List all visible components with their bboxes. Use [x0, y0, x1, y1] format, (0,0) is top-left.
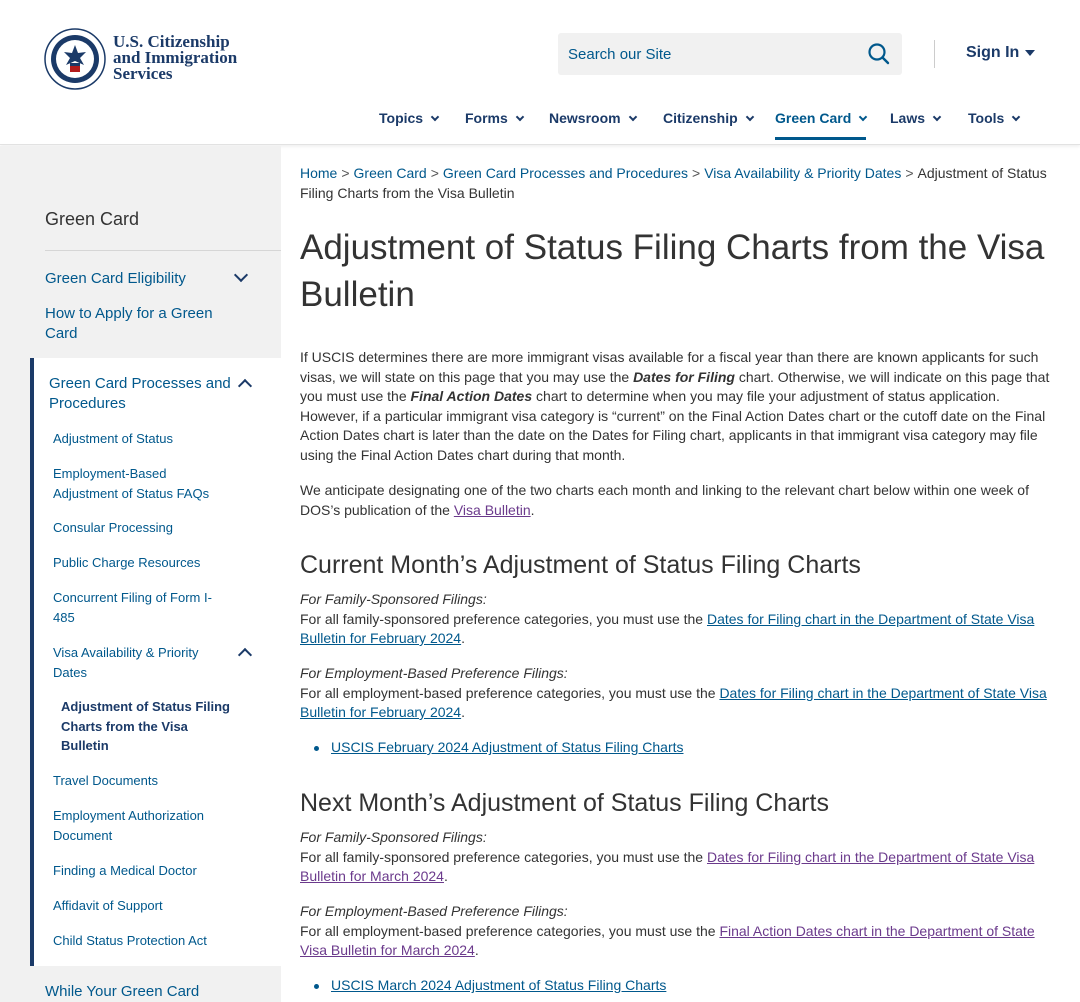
chevron-down-icon: [431, 113, 439, 121]
current-family-label: For Family-Sponsored Filings:: [300, 591, 487, 607]
current-month-heading: Current Month’s Adjustment of Status Filing Charts: [300, 551, 861, 579]
sidebar-item-cspa[interactable]: Child Status Protection Act: [53, 933, 207, 948]
list-item: [300, 738, 1050, 758]
next-filing-charts-link[interactable]: USCIS March 2024 Adjustment of Status Filing Charts: [331, 977, 667, 993]
intro-text: chart to determine when you may file your adjustment of status application. However, if a particular immigrant visa category is “current” on the Final Action Dates chart or the cutoff date on the Final Action Dates chart is later than the date on the Dates for Filing chart, applicants in that immigrant visa category may file using the Final Action Dates chart during that month.: [300, 388, 1046, 463]
search-icon: [866, 41, 894, 67]
breadcrumb-green-card[interactable]: Green Card: [353, 165, 427, 181]
sidebar-title[interactable]: Green Card: [45, 209, 140, 229]
sidebar-item-travel-documents[interactable]: Travel Documents: [53, 773, 158, 788]
chevron-up-icon[interactable]: [238, 648, 252, 662]
next-family-link[interactable]: Dates for Filing chart in the Department of State Visa Bulletin for March 2024: [300, 848, 1035, 884]
nav-newsroom-label: Newsroom: [549, 110, 621, 126]
breadcrumb-home[interactable]: Home: [300, 165, 338, 181]
chevron-down-icon: [859, 113, 867, 121]
current-employment-link[interactable]: Dates for Filing chart in the Department of State Visa Bulletin for February 2024: [300, 684, 1047, 720]
sidebar-item-processes[interactable]: Green Card Processes and Procedures: [49, 375, 231, 412]
nav-tools-label: Tools: [968, 110, 1005, 126]
sidebar-nav: [0, 146, 281, 1002]
breadcrumb: [300, 164, 1050, 203]
page-title: Adjustment of Status Filing Charts from the Visa Bulletin: [300, 228, 1045, 314]
next-employment-label: For Employment-Based Preference Filings:: [300, 903, 568, 919]
breadcrumb-separator: >: [692, 165, 701, 181]
nav-laws-label: Laws: [890, 110, 926, 126]
sidebar-section-processes: [30, 358, 281, 966]
period: .: [461, 704, 465, 720]
chevron-down-icon: [516, 113, 524, 121]
current-family-block: [300, 590, 1050, 649]
sidebar-item-concurrent-filing[interactable]: Concurrent Filing of Form I-485: [53, 590, 212, 625]
site-search: [558, 33, 902, 75]
sidebar-item-visa-availability[interactable]: Visa Availability & Priority Dates: [53, 645, 199, 680]
sidebar-inner: [30, 146, 281, 1002]
next-month-heading: Next Month’s Adjustment of Status Filing Charts: [300, 789, 829, 817]
nav-green-card-label: Green Card: [775, 110, 852, 126]
agency-name-line: and Immigration: [113, 48, 238, 67]
sidebar-item-eligibility[interactable]: Green Card Eligibility: [45, 270, 186, 287]
search-button[interactable]: [866, 41, 894, 67]
nav-tools[interactable]: [968, 110, 1019, 140]
nav-laws[interactable]: [890, 110, 940, 140]
next-family-label: For Family-Sponsored Filings:: [300, 829, 487, 845]
intro-dates-for-filing: Dates for Filing: [633, 368, 735, 385]
anticipate-text: We anticipate designating one of the two charts each month and linking to the relevant chart below within one week of DOS’s publication of the: [300, 482, 1029, 518]
list-item: [300, 976, 1050, 996]
visa-bulletin-link[interactable]: Visa Bulletin: [453, 501, 531, 518]
chevron-down-icon: [745, 113, 753, 121]
next-employment-link[interactable]: Final Action Dates chart in the Department of State Visa Bulletin for March 2024: [300, 922, 1035, 958]
period: .: [474, 942, 479, 958]
breadcrumb-separator: >: [341, 165, 350, 181]
intro-final-action-dates: Final Action Dates: [410, 388, 533, 404]
nav-citizenship-label: Citizenship: [663, 110, 738, 126]
current-links-list: [300, 738, 1050, 758]
breadcrumb-visa-availability[interactable]: Visa Availability & Priority Dates: [704, 165, 902, 181]
breadcrumb-separator: >: [905, 165, 914, 181]
nav-citizenship[interactable]: [663, 110, 753, 140]
next-employment-block: [300, 902, 1050, 961]
chevron-down-icon: [1012, 113, 1020, 121]
nav-topics-label: Topics: [379, 110, 424, 126]
sidebar-item-affidavit[interactable]: Affidavit of Support: [53, 898, 163, 913]
caret-down-icon: [1025, 50, 1035, 56]
sidebar-item-while-green-card[interactable]: While Your Green Card: [45, 983, 200, 1000]
site-header: [0, 0, 1080, 145]
period: .: [443, 868, 448, 884]
next-employment-text: For all employment-based preference categories, you must use the: [300, 922, 720, 939]
current-family-link[interactable]: Dates for Filing chart in the Department of State Visa Bulletin for February 2024: [300, 610, 1035, 646]
sidebar-item-consular-processing[interactable]: Consular Processing: [53, 520, 173, 535]
current-employment-label: For Employment-Based Preference Filings:: [300, 665, 568, 681]
sidebar-item-ead[interactable]: Employment Authorization Document: [53, 808, 205, 843]
chevron-down-icon[interactable]: [234, 268, 248, 282]
nav-forms-label: Forms: [465, 110, 508, 126]
nav-green-card[interactable]: [775, 110, 866, 140]
nav-topics[interactable]: [379, 110, 438, 140]
sidebar-item-how-to-apply[interactable]: How to Apply for a Green Card: [45, 305, 213, 342]
anticipate-text: .: [530, 501, 535, 518]
next-links-list: [300, 976, 1050, 996]
sidebar-item-adjustment-of-status[interactable]: Adjustment of Status: [53, 431, 173, 446]
period: .: [461, 630, 465, 646]
breadcrumb-separator: >: [430, 165, 439, 181]
sidebar-item-eb-faqs[interactable]: Employment-Based Adjustment of Status FAQs: [53, 466, 210, 501]
agency-name[interactable]: [113, 34, 237, 82]
intro-text: If USCIS determines there are more immigrant visas available for a fiscal year than there are known applicants for such visas, we will state on this page that you may use the: [300, 349, 1039, 385]
next-family-block: [300, 828, 1050, 887]
intro-text: chart. Otherwise, we will indicate on this page that you must use the: [300, 368, 1050, 404]
sidebar-item-public-charge[interactable]: Public Charge Resources: [53, 555, 201, 570]
sidebar-item-current-page[interactable]: Adjustment of Status Filing Charts from the Visa Bulletin: [61, 699, 230, 753]
current-family-text: For all family-sponsored preference categories, you must use the: [300, 610, 707, 627]
intro-paragraph: [300, 348, 1050, 465]
nav-forms[interactable]: [465, 110, 523, 140]
current-employment-text: For all employment-based preference categories, you must use the: [300, 684, 720, 701]
agency-name-line: Services: [113, 64, 173, 83]
next-family-text: For all family-sponsored preference categories, you must use the: [300, 848, 707, 865]
breadcrumb-current: Adjustment of Status Filing Charts from the Visa Bulletin: [300, 165, 1047, 201]
main-nav: [0, 104, 1080, 144]
chevron-up-icon[interactable]: [238, 379, 252, 393]
current-employment-block: [300, 664, 1050, 723]
anticipate-paragraph: [300, 481, 1050, 520]
chevron-down-icon: [628, 113, 636, 121]
agency-name-line: U.S. Citizenship: [113, 32, 230, 51]
nav-newsroom[interactable]: [549, 110, 636, 140]
current-filing-charts-link[interactable]: USCIS February 2024 Adjustment of Status Filing Charts: [331, 739, 684, 755]
sign-in-button[interactable]: [966, 44, 1035, 62]
search-input[interactable]: [568, 33, 858, 75]
header-divider: [934, 40, 935, 68]
sidebar-divider: [45, 250, 281, 251]
sidebar-item-medical-doctor[interactable]: Finding a Medical Doctor: [53, 863, 197, 878]
sign-in-label: Sign In: [966, 44, 1020, 61]
breadcrumb-processes[interactable]: Green Card Processes and Procedures: [442, 165, 689, 181]
dhs-seal-logo[interactable]: [44, 28, 106, 90]
chevron-down-icon: [933, 113, 941, 121]
